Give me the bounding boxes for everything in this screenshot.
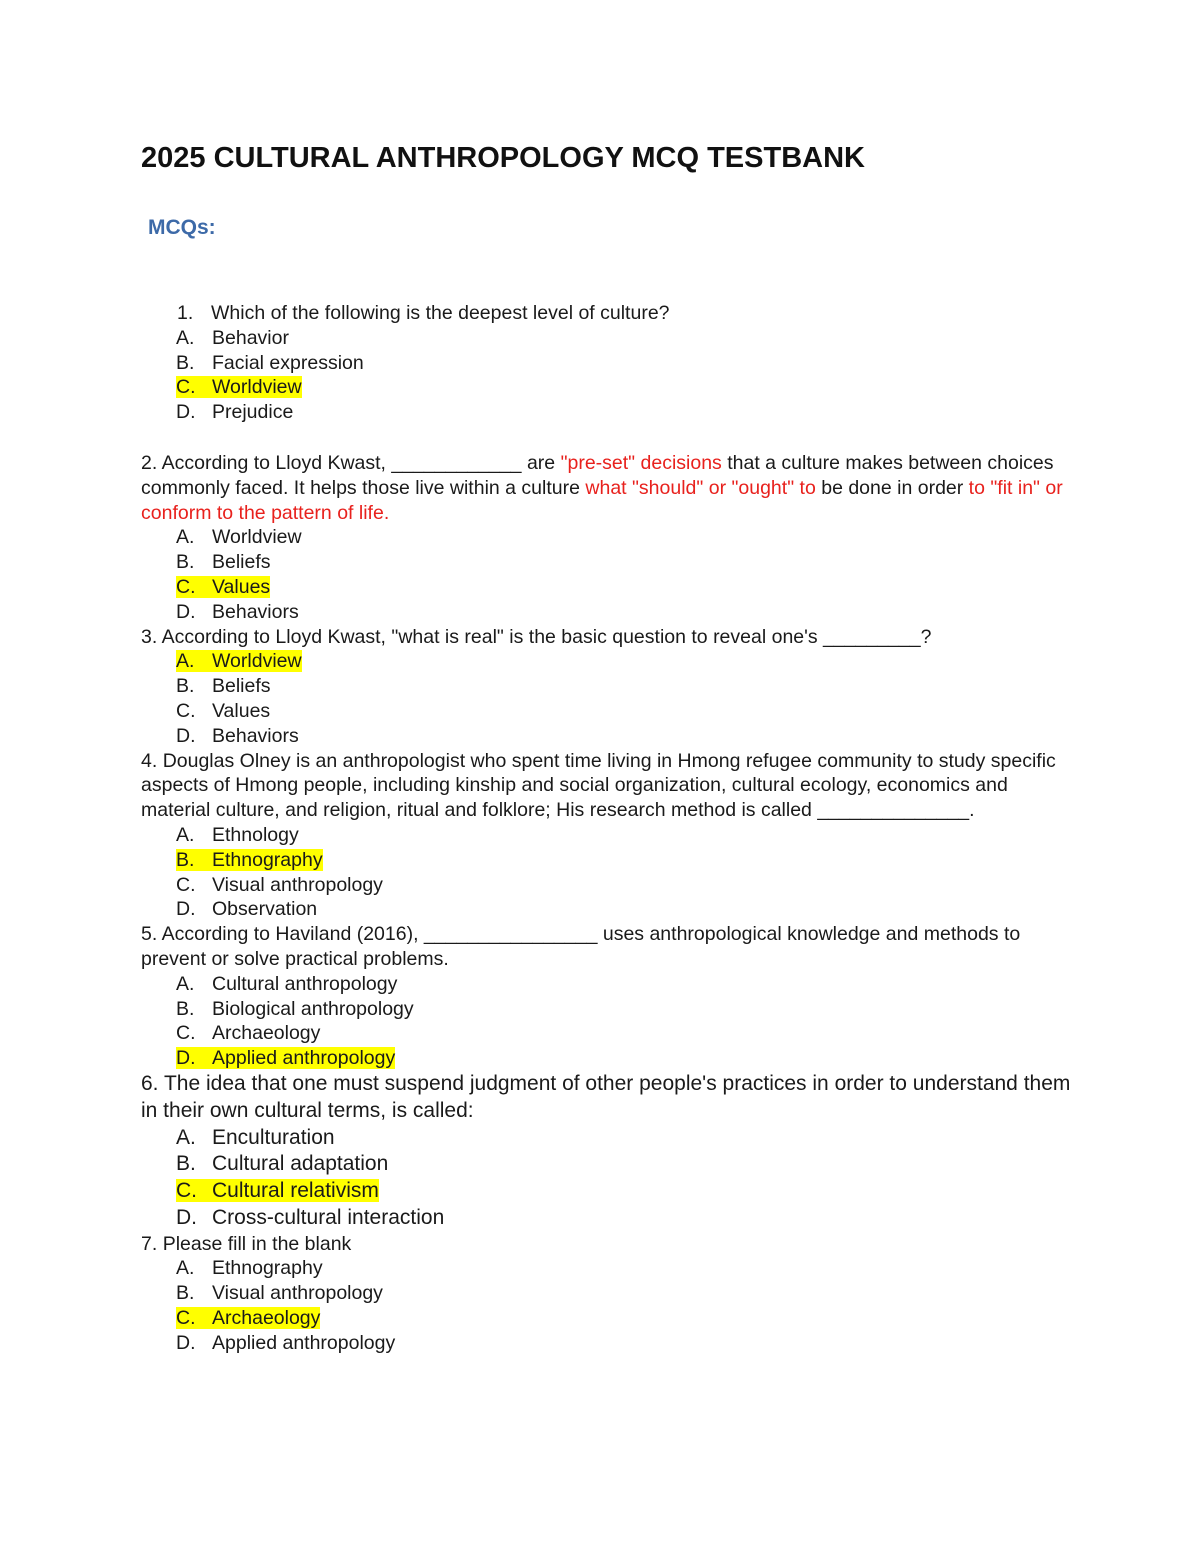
emphasis-text: what "should" or "ought" to <box>585 476 816 499</box>
question-text: 6. The idea that one must suspend judgment of other people's practices in order to understand them in their own cultural terms, is called: <box>141 1071 1071 1122</box>
question-text: 5. According to Haviland (2016), ________________ uses anthropological knowledge and methods to prevent or solve practical problems. <box>141 923 1021 970</box>
emphasis-text: "pre-set" decisions <box>560 451 722 474</box>
option-c-answer <box>141 575 1071 600</box>
question-list <box>141 301 1071 1356</box>
option-a: A. Worldview <box>176 526 302 549</box>
option-a: A. Cultural anthropology <box>176 972 398 995</box>
answer-highlight: C. Worldview <box>176 376 302 399</box>
answer-highlight: C. Cultural relativism <box>176 1179 379 1203</box>
question-text: 2. According to Lloyd Kwast, ____________ are "pre-set" decisions that a culture makes between choices commonly faced. It helps those live within a culture what "should" or "ought" to be done in order to "fit in" or conform to the pattern of life. <box>141 451 1063 524</box>
option-c: C. Archaeology <box>176 1022 321 1045</box>
answer-highlight: C. Values <box>176 575 271 598</box>
option-d-answer <box>141 1046 1071 1071</box>
section-label: MCQs: <box>148 216 216 239</box>
option-d: D. Cross-cultural interaction <box>176 1205 445 1229</box>
emphasis-text: to "fit in" or conform to the pattern of life <box>141 476 1063 524</box>
option-c-answer <box>141 375 1071 400</box>
answer-highlight: B. Ethnography <box>176 848 323 871</box>
question-2 <box>141 451 1071 625</box>
option-d: D. Behaviors <box>176 724 299 747</box>
question-text: 3. According to Lloyd Kwast, "what is real" is the basic question to reveal one's _________? <box>141 625 932 648</box>
option-d: D. Applied anthropology <box>176 1331 396 1354</box>
option-a: A. Enculturation <box>176 1125 335 1149</box>
question-1 <box>141 301 1071 425</box>
option-a: A. Ethnography <box>176 1257 323 1280</box>
page-title: 2025 CULTURAL ANTHROPOLOGY MCQ TESTBANK <box>141 142 865 174</box>
question-5 <box>141 922 1071 1071</box>
question-text: 4. Douglas Olney is an anthropologist who spent time living in Hmong refugee community to study specific aspects of Hmong people, including kinship and social organization, cultural ecology, economics and material culture, and religion, ritual and folklore; His research method is called ______________. <box>141 749 1056 822</box>
option-c: C. Values <box>176 699 271 722</box>
question-7 <box>141 1232 1071 1356</box>
question-text: 7. Please fill in the blank <box>141 1232 352 1255</box>
spacer <box>141 425 1071 451</box>
answer-highlight: D. Applied anthropology <box>176 1047 396 1070</box>
question-4 <box>141 749 1071 923</box>
option-b: B. Cultural adaptation <box>176 1152 389 1176</box>
option-c-answer <box>141 1306 1071 1331</box>
answer-highlight: A. Worldview <box>176 650 302 673</box>
option-b: B. Beliefs <box>176 551 271 574</box>
option-b: B. Biological anthropology <box>176 997 414 1020</box>
option-c: C. Visual anthropology <box>176 873 383 896</box>
answer-highlight: C. Archaeology <box>176 1307 321 1330</box>
option-a: A. Behavior <box>176 326 289 349</box>
question-3 <box>141 625 1071 749</box>
option-c-answer <box>141 1178 1071 1205</box>
option-b-answer <box>141 848 1071 873</box>
option-d: D. Prejudice <box>176 401 294 424</box>
option-b: B. Facial expression <box>176 351 364 374</box>
question-text: 1. Which of the following is the deepest level of culture? <box>177 302 670 324</box>
option-d: D. Observation <box>176 898 318 921</box>
option-a: A. Ethnology <box>176 823 299 846</box>
option-b: B. Visual anthropology <box>176 1282 383 1305</box>
option-b: B. Beliefs <box>176 675 271 698</box>
question-6 <box>141 1071 1071 1232</box>
option-d: D. Behaviors <box>176 600 299 623</box>
option-a-answer <box>141 649 1071 674</box>
